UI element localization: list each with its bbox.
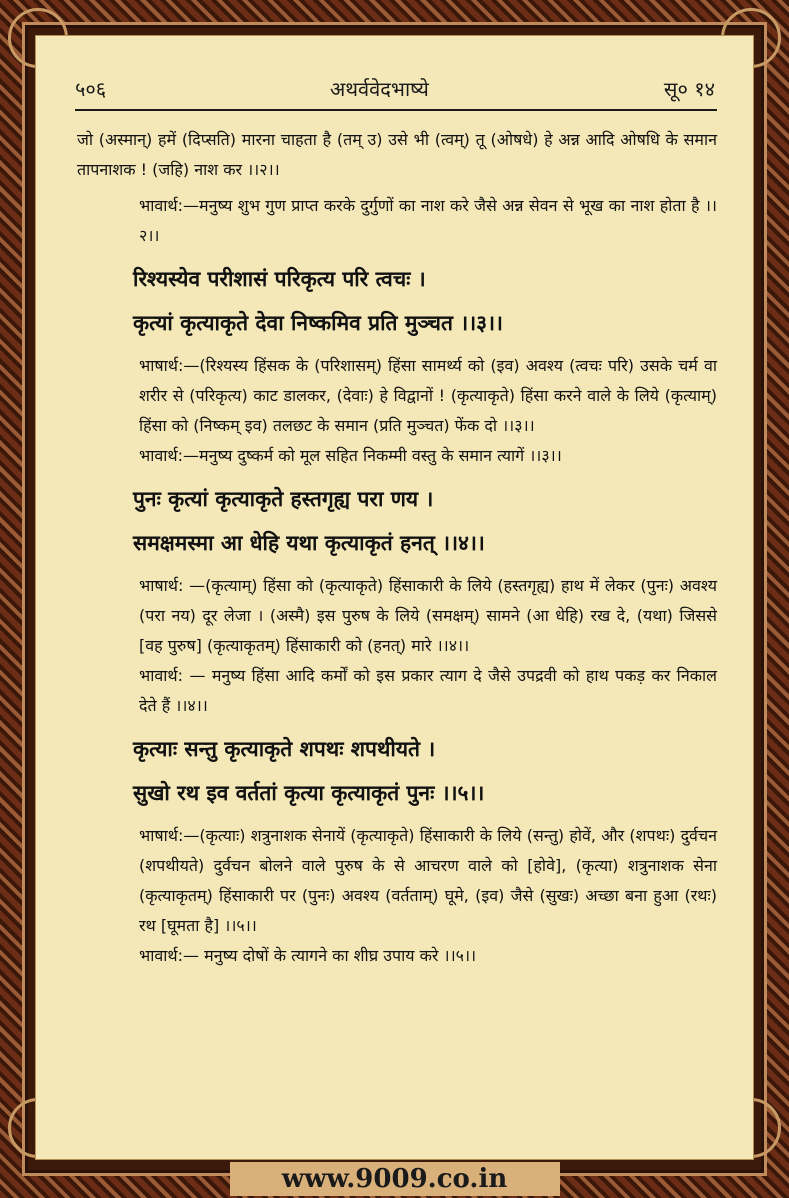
sukta-number: सू० १४	[663, 77, 715, 101]
translation-paragraph: भाषार्थ:—(रिश्यस्य हिंसक के (परिशासम्) हिंसा सामर्थ्य को (इव) अवश्य (त्वचः परि) उसके चर्म वा शरीर से (परिकृत्य) काट डालकर, (देवाः) हे विद्वानों ! (कृत्याकृते) हिंसा करने वाले के लिये (कृत्याम्) हिंसा को (निष्कम् इव) तलछट के समान (प्रति मुञ्चत) फेंक दो ।।३।।	[139, 356, 717, 435]
book-title: अथर्ववेदभाष्ये	[330, 77, 429, 101]
translation-paragraph: जो (अस्मान्) हमें (दिप्सति) मारना चाहता है (तम् उ) उसे भी (त्वम्) तू (ओषधे) हे अन्न आदि ओषधि के समान तापनाशक ! (जहि) नाश कर ।।२।।	[77, 130, 717, 179]
mantra-line: समक्षमस्मा आ धेहि यथा कृत्याकृतं हनत् ।।४।।	[133, 530, 485, 555]
mantra-line: सुखो रथ इव वर्ततां कृत्या कृत्याकृतं पुनः ।।५।।	[133, 780, 485, 805]
meaning-paragraph: भावार्थ:—मनुष्य दुष्कर्म को मूल सहित निकम्मी वस्तु के समान त्यागें ।।३।।	[139, 446, 562, 465]
header-divider	[75, 109, 717, 111]
page-number: ५०६	[75, 77, 107, 101]
meaning-paragraph: भावार्थ:— मनुष्य दोषों के त्यागने का शीघ्र उपाय करे ।।५।।	[139, 946, 477, 965]
translation-paragraph: भाषार्थ:—(कृत्याः) शत्रुनाशक सेनायें (कृत्याकृते) हिंसाकारी के लिये (सन्तु) होवें, और (शपथः) दुर्वचन (शपथीयते) दुर्वचन बोलने वाले पुरुष के से आचरण वाले को [होवे], (कृत्या) शत्रुनाशक सेना (कृत्याकृतम्) हिंसाकारी पर (पुनः) अवश्य (वर्तताम्) घूमे, (इव) जैसे (सुखः) अच्छा बना हुआ (रथः) रथ [घूमता है] ।।५।।	[139, 826, 717, 935]
meaning-paragraph: भावार्थ: — मनुष्य हिंसा आदि कर्मों को इस प्रकार त्याग दे जैसे उपद्रवी को हाथ पकड़ कर निकाल देते हैं ।।४।।	[139, 666, 717, 715]
page-content	[77, 125, 717, 971]
book-page	[35, 35, 754, 1160]
website-link[interactable]: www.9009.co.in	[281, 1164, 508, 1194]
meaning-paragraph: भावार्थ:—मनुष्य शुभ गुण प्राप्त करके दुर्गुणों का नाश करे जैसे अन्न सेवन से भूख का नाश होता है ।।२।।	[139, 196, 717, 245]
mantra-line: कृत्यां कृत्याकृते देवा निष्कमिव प्रति मुञ्चत ।।३।।	[133, 310, 503, 335]
translation-paragraph: भाषार्थ: —(कृत्याम्) हिंसा को (कृत्याकृते) हिंसाकारी के लिये (हस्तगृह्य) हाथ में लेकर (पुनः) अवश्य (परा नय) दूर लेजा । (अस्मै) इस पुरुष के लिये (समक्षम्) सामने (आ धेहि) रख दे, (यथा) जिससे [वह पुरुष] (कृत्याकृतम्) हिंसाकारी को (हनत्) मारे ।।४।।	[139, 576, 717, 655]
mantra-line: रिश्यस्येव परीशासं परिकृत्य परि त्वचः ।	[133, 266, 426, 291]
mantra-line: कृत्याः सन्तु कृत्याकृते शपथः शपथीयते ।	[133, 736, 436, 761]
mantra-line: पुनः कृत्यां कृत्याकृते हस्तगृह्य परा णय ।	[133, 486, 434, 511]
